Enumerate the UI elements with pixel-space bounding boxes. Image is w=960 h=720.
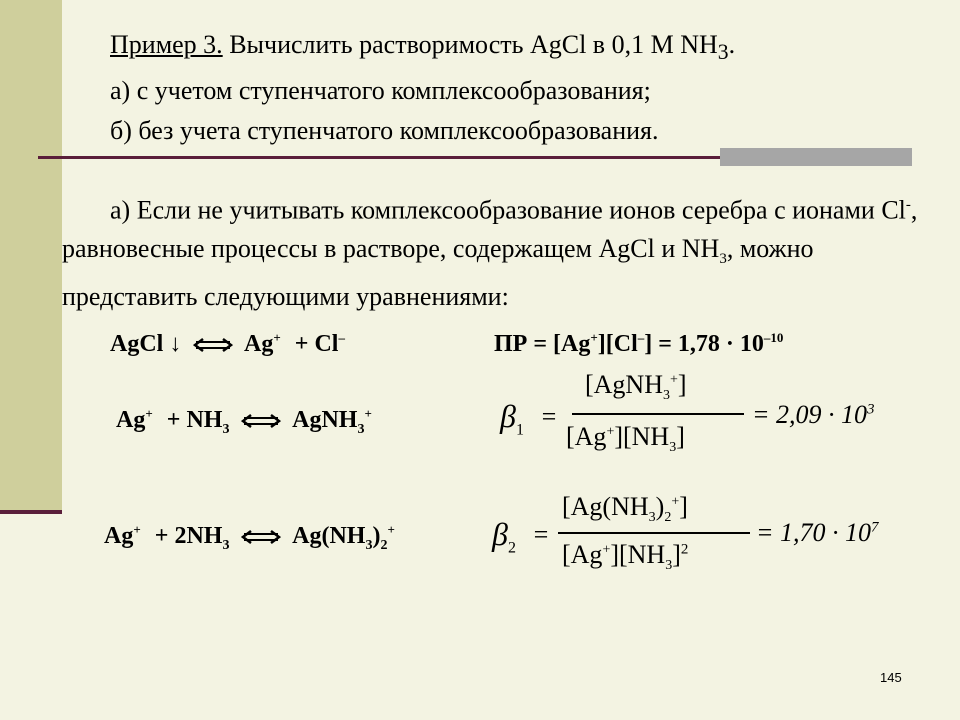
- r1-cl: + Cl: [294, 331, 339, 357]
- b2-exp: 7: [871, 519, 879, 536]
- side-bar: [0, 0, 62, 512]
- r3-prod-sub1: 3: [365, 537, 373, 553]
- b2-den-exp: 2: [680, 541, 689, 558]
- r2-prod: AgNH: [292, 407, 358, 433]
- beta1-symbol: [500, 398, 524, 439]
- solubility-product: [494, 330, 783, 358]
- beta2-symbol: [492, 516, 516, 557]
- beta1-index: 1: [515, 421, 524, 439]
- beta1-fraction-bar: [572, 413, 744, 415]
- r3-prod-sup: +: [387, 522, 395, 537]
- b2-num-sup: +: [671, 494, 680, 510]
- r3-ag-sup: +: [133, 522, 141, 537]
- double-arrow-icon: [193, 337, 233, 353]
- b1-num-end: ]: [677, 370, 687, 399]
- pr-lhs: ПР = [Ag: [494, 331, 591, 357]
- b2-num-sub2: 2: [664, 510, 672, 526]
- example-label: Пример 3.: [110, 30, 223, 59]
- b2-value: = 1,70 · 10: [756, 518, 872, 547]
- r1-ag-sup: +: [273, 330, 281, 345]
- pr-mid: ][Cl: [597, 331, 638, 357]
- r3-prod-mid: ): [372, 523, 381, 549]
- b2-num-mid: ): [655, 492, 665, 521]
- r2-ag-sup: +: [145, 406, 153, 421]
- page-number: 145: [880, 670, 902, 685]
- double-arrow-icon: [241, 413, 281, 429]
- b1-value: = 2,09 · 10: [752, 400, 868, 429]
- double-arrow-icon: [241, 529, 281, 545]
- r1-left: AgCl: [110, 331, 164, 357]
- b2-num-end: ]: [679, 492, 688, 521]
- reaction-2: [116, 406, 372, 438]
- r2-prod-sub: 3: [357, 421, 365, 437]
- r1-cl-sup: –: [338, 330, 345, 345]
- gray-rule-accent: [720, 148, 912, 166]
- pr-exp: –10: [763, 330, 784, 345]
- b2-den-sub: 3: [665, 558, 673, 574]
- b1-den-sup: +: [606, 424, 615, 440]
- beta1-sym: β: [500, 398, 516, 434]
- para-part-1: а) Если не учитывать комплексообразование ионов серебра с ионами Cl: [110, 195, 906, 225]
- beta2-numerator: [562, 492, 688, 526]
- paragraph: [62, 186, 922, 316]
- reaction-3: [104, 522, 395, 554]
- r3-prod: Ag(NH: [292, 523, 366, 549]
- b1-den-end: ]: [676, 422, 685, 451]
- para-sup-1: -: [905, 197, 911, 213]
- para-part-2: , равновесные процессы в растворе, содержащем AgCl и NH: [62, 195, 918, 263]
- r2-ag: Ag: [116, 407, 146, 433]
- b1-num-sub: 3: [663, 388, 670, 404]
- pr-rhs: ] = 1,78 · 10: [644, 331, 764, 357]
- b2-den-mid: ][NH: [610, 540, 666, 569]
- beta2-eq: =: [532, 520, 550, 549]
- b2-num-sub: 3: [648, 510, 656, 526]
- r1-ag: Ag: [244, 331, 274, 357]
- beta1-eq: =: [540, 402, 558, 431]
- b2-den-sup: +: [602, 542, 611, 558]
- beta2-index: 2: [507, 539, 516, 557]
- slide-title: [110, 30, 735, 65]
- title-end: .: [728, 30, 736, 59]
- beta1-numerator: [585, 370, 687, 404]
- beta2-sym: β: [492, 516, 508, 552]
- pr-sup-1: +: [590, 330, 598, 345]
- beta1-denominator: [566, 422, 685, 456]
- b1-den-sub: 3: [669, 440, 677, 456]
- b1-num-sup: +: [670, 372, 678, 388]
- beta2-denominator: [562, 540, 688, 574]
- r3-prod-sub2: 2: [380, 537, 388, 553]
- title-sub: 3: [717, 40, 729, 65]
- item-a: а) с учетом ступенчатого комплексообразования;: [110, 76, 651, 105]
- reaction-1: [110, 330, 345, 358]
- beta2-fraction-bar: [558, 532, 750, 534]
- r3-nh3: + 2NH: [154, 523, 223, 549]
- r3-ag: Ag: [104, 523, 134, 549]
- r3-nh3-sub: 3: [222, 537, 230, 553]
- item-b: б) без учета ступенчатого комплексообразования.: [110, 116, 659, 145]
- arrow-down-icon: ↓: [169, 331, 182, 357]
- r2-nh3-sub: 3: [222, 421, 230, 437]
- side-divider: [0, 510, 62, 514]
- para-part-3: , можно представить следующими уравнениями:: [62, 233, 814, 311]
- b1-den-mid: ][NH: [614, 422, 670, 451]
- b1-num: [AgNH: [585, 370, 663, 399]
- beta2-value: [756, 518, 879, 548]
- pr-sup-2: –: [637, 330, 645, 345]
- beta1-value: [752, 400, 875, 430]
- b2-num: [Ag(NH: [562, 492, 649, 521]
- b1-den: [Ag: [566, 422, 607, 451]
- b2-den-end: ]: [672, 540, 681, 569]
- b1-exp: 3: [867, 401, 875, 418]
- r2-nh3: + NH: [166, 407, 223, 433]
- b2-den: [Ag: [562, 540, 603, 569]
- title-text: Вычислить растворимость AgCl в 0,1 М NH: [229, 30, 718, 59]
- para-sub-1: 3: [719, 250, 727, 267]
- r2-prod-sup: +: [364, 406, 372, 421]
